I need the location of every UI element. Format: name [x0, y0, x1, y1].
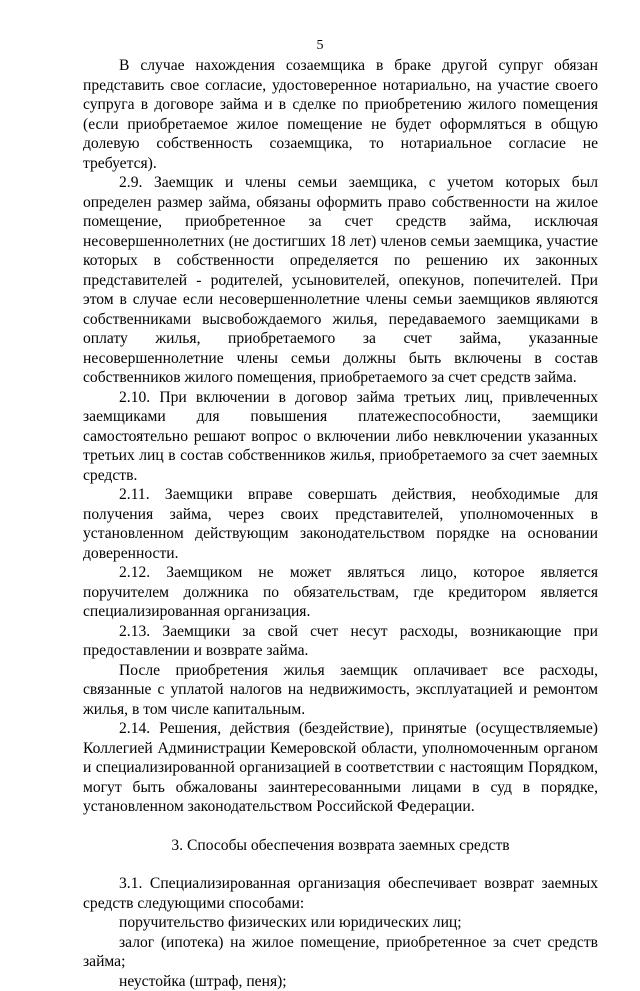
paragraph-2-11: 2.11. Заемщики вправе совершать действия, необходимые для получения займа, через своих представителей, уполномоченных в установленном действующим законодательством порядке на основании доверенности.: [83, 485, 598, 563]
list-item-penalty: неустойка (штраф, пеня);: [83, 972, 598, 991]
page-number: 5: [0, 38, 640, 54]
paragraph-2-9: 2.9. Заемщик и члены семьи заемщика, с учетом которых был определен размер займа, обязаны оформить право собственности на жилое помещение, приобретенное за счет средств займа, исключая несовершеннолетних (не достигших 18 лет) членов семьи заемщика, участие которых в собственности определяется по решению их законных представителей - родителей, усыновителей, опекунов, попечителей. При этом в случае если несовершеннолетние члены семьи заемщиков являются собственниками высвобождаемого жилья, передаваемого заемщиками в оплату жилья, приобретаемого за счет займа, указанные несовершеннолетние члены семьи должны быть включены в состав собственников жилого помещения, приобретаемого за счет средств займа.: [83, 173, 598, 388]
paragraph-2-14: 2.14. Решения, действия (бездействие), принятые (осуществляемые) Коллегией Администрации Кемеровской области, уполномоченным органом и специализированной организацией в соответствии с настоящим Порядком, могут быть обжалованы заинтересованными лицами в суд в порядке, установленном законодательством Российской Федерации.: [83, 719, 598, 817]
paragraph-2-10: 2.10. При включении в договор займа третьих лиц, привлеченных заемщиками для повышения платежеспособности, заемщики самостоятельно решают вопрос о включении либо невключении указанных третьих лиц в состав собственников жилья, приобретаемого за счет заемных средств.: [83, 388, 598, 486]
paragraph-spouse-consent: В случае нахождения созаемщика в браке другой супруг обязан представить свое согласие, удостоверенное нотариально, на участие своего супруга в договоре займа и в сделке по приобретению жилого помещения (если приобретаемое жилое помещение не будет оформляться в общую долевую собственность созаемщика, то нотариальное согласие не требуется).: [83, 56, 598, 173]
paragraph-2-13: 2.13. Заемщики за свой счет несут расходы, возникающие при предоставлении и возврате займа.: [83, 622, 598, 661]
list-item-mortgage: залог (ипотека) на жилое помещение, приобретенное за счет средств займа;: [83, 933, 598, 972]
paragraph-expenses: После приобретения жилья заемщик оплачивает все расходы, связанные с уплатой налогов на недвижимость, эксплуатацией и ремонтом жилья, в том числе капитальным.: [83, 661, 598, 720]
document-body: [83, 56, 598, 991]
paragraph-2-12: 2.12. Заемщиком не может являться лицо, которое является поручителем должника по обязательствам, где кредитором является специализированная организация.: [83, 563, 598, 622]
paragraph-3-1: 3.1. Специализированная организация обеспечивает возврат заемных средств следующими способами:: [83, 874, 598, 913]
list-item-guarantee: поручительство физических или юридических лиц;: [83, 913, 598, 933]
section-3-heading: 3. Способы обеспечения возврата заемных средств: [83, 836, 598, 856]
